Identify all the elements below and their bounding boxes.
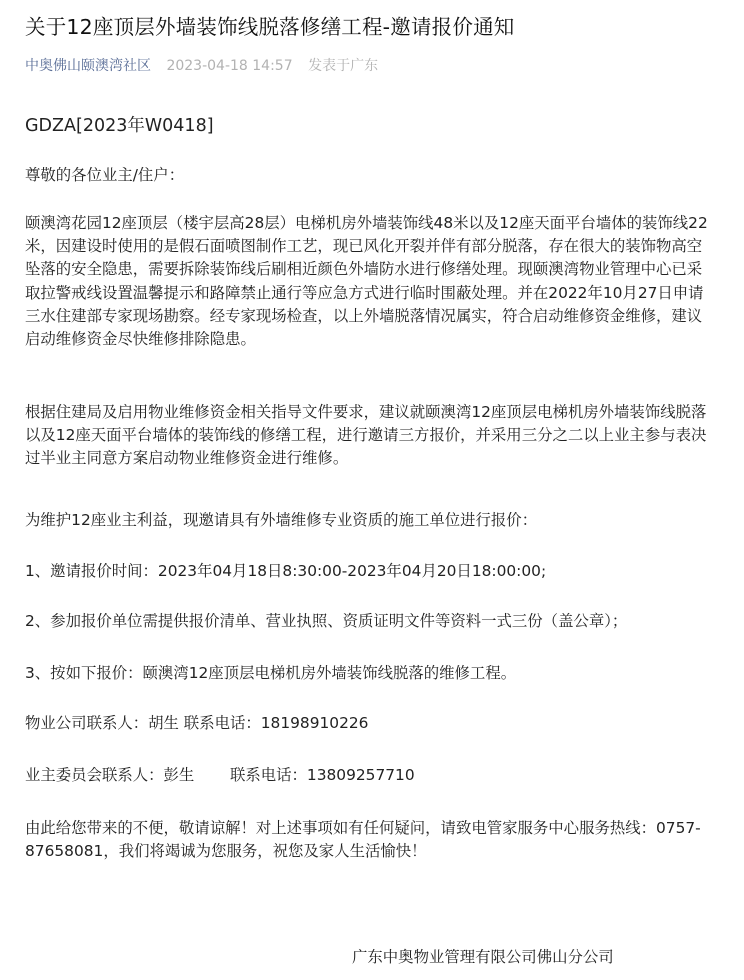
list-item-time: 1、邀请报价时间：2023年04月18日8:30:00-2023年04月20日18:00:00; [25, 562, 547, 580]
contact-committee: 业主委员会联系人：彭生 联系电话：13809257710 [25, 766, 415, 784]
signature: 广东中奥物业管理有限公司佛山分公司 [352, 948, 614, 966]
greeting: 尊敬的各位业主/住户： [25, 166, 185, 184]
list-item-documents: 2、参加报价单位需提供报价清单、营业执照、资质证明文件等资料一式三份（盖公章）； [25, 612, 628, 630]
list-item-scope: 3、按如下报价：颐澳湾12座顶层电梯机房外墙装饰线脱落的维修工程。 [25, 664, 517, 682]
publish-location: 发表于广东 [308, 58, 379, 74]
closing-paragraph: 由此给您带来的不便，敬请谅解！对上述事项如有任何疑问，请致电管家服务中心服务热线：0757-87658081，我们将竭诚为您服务，祝您及家人生活愉快！ [25, 819, 701, 861]
publish-date: 2023-04-18 14:57 [166, 58, 293, 74]
document-code: GDZA[2023年W0418] [25, 116, 214, 136]
article-meta [25, 56, 378, 76]
article-title: 关于12座顶层外墙装饰线脱落修缮工程-邀请报价通知 [25, 15, 515, 39]
contact-property: 物业公司联系人：胡生 联系电话：18198910226 [25, 714, 369, 732]
account-name-link[interactable]: 中奥佛山颐澳湾社区 [25, 58, 151, 74]
paragraph-situation: 颐澳湾花园12座顶层（楼宇层高28层）电梯机房外墙装饰线48米以及12座天面平台墙体的装饰线22米，因建设时使用的是假石面喷图制作工艺，现已风化开裂并伴有部分脱落，存在很大的装饰物高空坠落的安全隐患，需要拆除装饰线后刷相近颜色外墙防水进行修缮处理。现颐澳湾物业管理中心已采取拉警戒线设置温馨提示和路障禁止通行等应急方式进行临时围蔽处理。并在2022年10月27日申请三水住建部专家现场勘察。经专家现场检查，以上外墙脱落情况属实，符合启动维修资金维修，建议启动维修资金尽快维修排除隐患。 [25, 214, 708, 349]
paragraph-invitation: 为维护12座业主利益，现邀请具有外墙维修专业资质的施工单位进行报价： [25, 511, 538, 529]
paragraph-basis: 根据住建局及启用物业维修资金相关指导文件要求，建议就颐澳湾12座顶层电梯机房外墙装饰线脱落以及12座天面平台墙体的装饰线的修缮工程，进行邀请三方报价，并采用三分之二以上业主参与表决过半业主同意方案启动物业维修资金进行维修。 [25, 403, 707, 468]
